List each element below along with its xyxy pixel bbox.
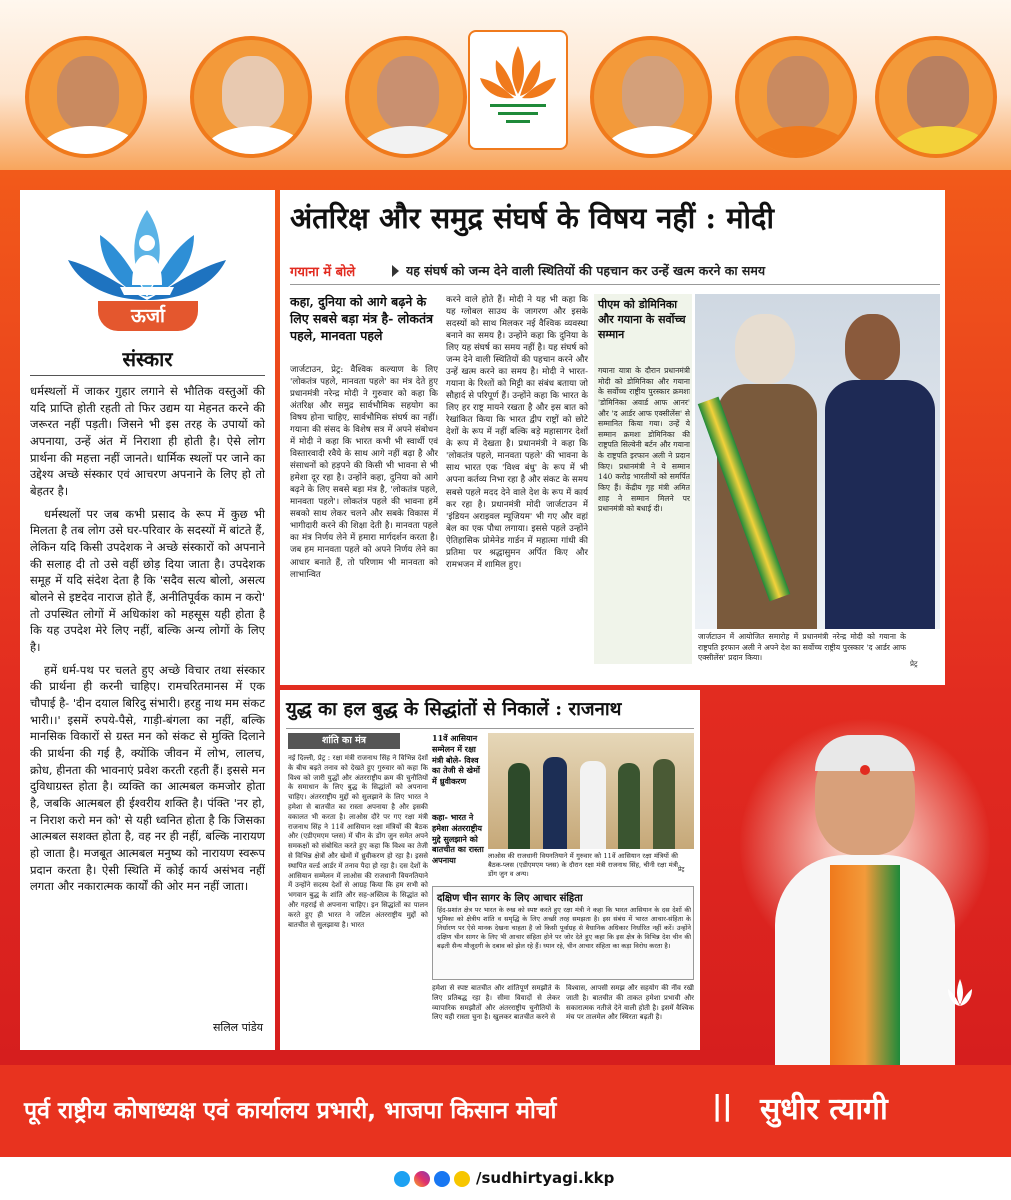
main-column: नई दिल्ली, प्रेट्र : रक्षा मंत्री राजनाथ सिंह ने विभिन्न देशों के बीच बढ़ते तनाव को देखते हुए गुरुवार को कहा कि विश्व को जारी युद्धों और अंतरराष्ट्रीय क्रम की चुनौतियों के समाधान के लिए बुद्ध के सिद्धांतों को अपनाना चाहिए। अंतरराष्ट्रीय मुद्दों को सुलझाने के लिए भारत ने हमेशा से बातचीत का रास्ता अपनाया है और इसकी वकालत भी करता है। लाओस दौरे पर गए रक्षा मंत्री राजनाथ सिंह ने 11वें आसियान रक्षा मंत्रियों की बैठक और (एडीएमएम प्लस) में चीन के डोंग जुन समेत अपने समकक्षों को संबोधित करते हुए कहा कि विश्व का तेजी से विभिन्न क्षेत्रों और खेमों में ध्रुवीकरण हो रहा है। इससे स्थापित वर्ल्ड आर्डर में तनाव पैदा हो रहा है। दस देशों के आसियान सम्मेलन में लाओस की राजधानी वियनतियाने में उन्होंने सदस्य देशों से आग्रह किया कि हम सभी को भगवान बुद्ध के शांति और सह-अस्तित्व के सिद्धांत को और गहराई से अपनाना चाहिए। इन सिद्धांतों का पालन करते हुए ही भारत ने जटिल अंतरराष्ट्रीय मुद्दों को बातचीत से सुलझाया है। भारत <box>288 754 428 929</box>
social-bar <box>0 1157 1011 1200</box>
headline: अंतरिक्ष और समुद्र संघर्ष के विषय नहीं : मोदी <box>290 201 774 235</box>
title-rule <box>30 375 265 376</box>
delegate <box>543 757 567 849</box>
footer-banner <box>0 1065 1011 1157</box>
author-name: सलिल पांडेय <box>212 1021 263 1034</box>
highlight-2: कहा- भारत ने हमेशा अंतरराष्ट्रीय मुद्दे सुलझाने को बातचीत का रास्ता अपनाया <box>432 812 484 866</box>
bottom-col-2: विश्वास, आपसी समझ और सहयोग की नींव रखी जाती है। बातचीत की ताकत हमेशा प्रभावी और सकारात्मक नतीजे देने वाली होती है। इसमें वैश्विक मंच पर तालमेल और स्थिरता बढ़ती है। <box>566 984 694 1022</box>
leader-portrait-2 <box>190 36 312 158</box>
modi-figure <box>735 314 795 384</box>
deck-rule <box>290 284 940 285</box>
sanskar-column <box>20 190 275 1050</box>
deck: यह संघर्ष को जन्म देने वाली स्थितियों की पहचान कर उन्हें खत्म करने का समय <box>406 263 766 278</box>
subhead: कहा, दुनिया को आगे बढ़ने के लिए सबसे बड़ा मंत्र है- लोकतंत्र पहले, मानवता पहले <box>290 294 434 343</box>
name: सुधीर त्यागी <box>760 1092 888 1127</box>
headline: युद्ध का हल बुद्ध के सिद्धांतों से निकालें : राजनाथ <box>286 699 622 720</box>
column-1: जार्जटाउन, प्रेट्र: वैश्विक कल्याण के लिए 'लोकतंत्र पहले, मानवता पहले' का मंत्र देते हुए प्रधानमंत्री नरेन्द्र मोदी ने गुरुवार को कहा कि अंतरिक्ष और समुद्र सार्वभौमिक सहयोग का विषय होना चाहिए, सार्वभौमिक संघर्ष का नहीं। गयाना की संसद के विशेष सत्र में अपने संबोधन में मोदी ने कहा कि भारत कभी भी स्वार्थी एवं विस्तारवादी रवैये के साथ आगे नहीं बढ़ा है और संसाधनों को हड़पने की किसी भी भावना से भी हमेशा दूर रहा है। उन्होंने कहा, दुनिया को आगे बढ़ने के लिए सबसे बड़ा मंत्र है, 'लोकतंत्र पहले, मानवता पहले'। लोकतंत्र पहले की भावना हमें सबको साथ लेकर चलने और सबके विकास में भागीदारी करने की शिक्षा देती है। मानवता पहले का मंत्र निर्णय लेने में हमारा मार्गदर्शन करता है। जब हम मानवता पहले को अपने निर्णय लेने का आधार बनाते हैं, तो परिणाम भी मानवता को लाभान्वित <box>290 365 438 580</box>
instagram-icon[interactable] <box>414 1171 430 1187</box>
leader-portrait-1 <box>25 36 147 158</box>
box-title: दक्षिण चीन सागर के लिए आचार संहिता <box>437 893 583 904</box>
bjp-logo <box>468 30 568 150</box>
top-banner <box>0 0 1011 170</box>
photo-credit: प्रेट्र <box>678 866 685 873</box>
separator: || <box>712 1089 733 1122</box>
leader-portrait-6 <box>875 36 997 158</box>
summit-photo <box>488 733 694 849</box>
column-2: करने वाले होते हैं। मोदी ने यह भी कहा कि यह ग्लोबल साउथ के जागरण और इसके सदस्यों को साथ मिलकर नई वैश्विक व्यवस्था बनाने का समय है। उन्होंने कहा कि दुनिया के लिए यह संघर्ष का समय नहीं है। यह संघर्ष को जन्म देने वाली स्थितियों की पहचान करने और उन्हें खत्म करने का समय है। मोदी ने भारत-गयाना के रिश्तों को मिट्टी का संबंध बताया जो सौहार्द से परिपूर्ण हैं। उन्होंने कहा कि भारत के लिए हर राष्ट्र मायने रखता है और इस बात को रेखांकित किया कि भारत द्वीप राष्ट्रों को छोटे देशों के रूप में नहीं बल्कि बड़े महासागर देशों के रूप में देखता है। प्रधानमंत्री ने कहा कि 'लोकतंत्र पहले, मानवता पहले' की भावना के साथ भारत एक 'विश्व बंधु' के रूप में भी अपना कर्तव्य निभा रहा है और संकट के समय सबसे पहले मदद देने वाले देश के रूप में कार्य कर रहा है। प्रधानमंत्री मोदी जार्जटाउन में 'इंडियन अराइवल म्यूजियम' भी गए और वहां बेल का एक पौधा लगाया। इससे पहले उन्होंने ऐतिहासिक प्रोमेनेड गार्डन में महात्मा गांधी की प्रतिमा पर श्रद्धासुमन अर्पित किए और रामभजन में शामिल हुए। <box>446 295 588 570</box>
rajnath-article <box>280 690 700 1050</box>
delegate <box>618 763 640 849</box>
twitter-icon[interactable] <box>394 1171 410 1187</box>
modi-article <box>280 190 945 685</box>
sudhir-tyagi-portrait <box>720 715 1005 1065</box>
leader-portrait-4 <box>590 36 712 158</box>
urja-label: ऊर्जा <box>98 301 198 331</box>
sanskar-body <box>30 383 265 895</box>
urja-emblem <box>60 205 235 335</box>
photo-credit: प्रेट्र <box>910 660 918 668</box>
award-photo <box>695 294 940 629</box>
sanskar-paragraph: धर्मस्थलों पर जब कभी प्रसाद के रूप में कुछ भी मिलता है तब लोग उसे घर-परिवार के सदस्यों में बांटते हैं, लेकिन यदि किसी उपदेशक ने अच्छे संस्कारों को अपनाने की सलाह दी तो उसे वहीं छोड़ दिया जाता है। उपदेशक समूह में यदि संदेश देता है कि 'सदैव सत्य बोलो, असत्य बोलने से इष्टदेव नाराज होते हैं, अनीतिपूर्वक काम न करो' तो उपस्थित लोगों में अधिकांश को महसूस यही होता है कि यह उपदेश मेरे लिए नहीं, बल्कि अन्य लोगों के लिए है। <box>30 506 265 655</box>
facebook-icon[interactable] <box>434 1171 450 1187</box>
delegate <box>508 763 530 849</box>
designation: पूर्व राष्ट्रीय कोषाध्यक्ष एवं कार्यालय प्रभारी, भाजपा किसान मोर्चा <box>24 1098 557 1124</box>
leader-portrait-3 <box>345 36 467 158</box>
section-label: शांति का मंत्र <box>288 733 400 749</box>
sea-box <box>432 886 694 980</box>
headline-rule <box>286 728 694 729</box>
box-body: हिंद-प्रशांत क्षेत्र पर भारत के रुख को स्पष्ट करते हुए रक्षा मंत्री ने कहा कि भारत आसियान के दस देशों की भूमिका को क्षेत्रीय शांति व समृद्धि के लिए अच्छी तरह समझता है। इस संबंध में भारत आचार-संहिता के निर्धारण पर ऐसे मानक देखना चाहता है जो किसी पूर्वाग्रह से वैधानिक अधिकार निर्धारित नहीं करें। उन्होंने दक्षिण चीन सागर के लिए भी आचार संहिता होने पर जोर देते हुए कहा कि इस क्षेत्र के विभिन्न देश चीन की बढ़ती सैन्य मौजूदगी के दबाव को झेल रहे हैं। ध्यान रहे, चीन आचार संहिता का कड़ा विरोध करता है। <box>437 906 691 951</box>
delegate <box>653 759 675 849</box>
ali-suit <box>825 380 935 629</box>
photo-caption: लाओस की राजधानी वियनतियाने में गुरुवार को 11वें आसियान रक्षा मंत्रियों की बैठक-प्लस (एडीएमएम प्लस) के दौरान रक्षा मंत्री राजनाथ सिंह, चीनी रक्षा मंत्री डोंग जुन व अन्य। <box>488 852 678 879</box>
sidebar-body: गयाना यात्रा के दौरान प्रधानमंत्री मोदी को डोमिनिका और गयाना के सर्वोच्च राष्ट्रीय पुरस्कार क्रमशः 'डोमिनिका अवार्ड आफ आनर' और 'द आर्डर आफ एक्सीलेंस' से सम्मानित किया गया। उन्हें ये सम्मान क्रमशः डोमिनिका की राष्ट्रपति सिल्वेनी बर्टन और गयाना के राष्ट्रपति इरफान अली ने प्रदान किए। प्रधानमंत्री ने ये सम्मान 140 करोड़ भारतीयों को समर्पित किए हैं। केंद्रीय गृह मंत्री अमित शाह ने सम्मान मिलने पर प्रधानमंत्री को बधाई दी। <box>598 366 690 514</box>
highlight-1: 11वें आसियान सम्मेलन में रक्षा मंत्री बोले- विश्व का तेजी से खेमों में ध्रुवीकरण <box>432 733 480 787</box>
koo-icon[interactable] <box>454 1171 470 1187</box>
delegate <box>580 761 606 849</box>
kicker: गयाना में बोले <box>290 265 356 280</box>
sidebar-title: पीएम को डोमिनिका और गयाना के सर्वोच्च सम्मान <box>598 298 686 341</box>
ali-figure <box>845 314 900 382</box>
leader-portrait-5 <box>735 36 857 158</box>
arrow-icon <box>392 265 399 277</box>
sanskar-title: संस्कार <box>122 347 173 371</box>
lotus-icon <box>940 975 980 1015</box>
photo-caption: जार्जटाउन में आयोजित समारोह में प्रधानमंत्री नरेन्द्र मोदी को गयाना के राष्ट्रपति इरफान अली ने अपने देश का सर्वोच्च राष्ट्रीय पुरस्कार 'द आर्डर आफ एक्सीलेंस' प्रदान किया। <box>698 632 906 663</box>
social-handle[interactable]: /sudhirtyagi.kkp <box>476 1169 615 1187</box>
tilak <box>860 765 870 775</box>
saffron-scarf <box>830 865 900 1065</box>
award-sidebar <box>594 294 692 664</box>
bottom-col-1: हमेशा से स्पष्ट बातचीत और शांतिपूर्ण समझौते के लिए प्रतिबद्ध रहा है। सीमा विवादों से लेकर व्यापारिक समझौतों और अंतरराष्ट्रीय चुनौतियों के लिए यही रास्ता चुना है। खुलकर बातचीत करने से <box>432 984 560 1022</box>
sanskar-paragraph: धर्मस्थलों में जाकर गुहार लगाने से भौतिक वस्तुओं की यदि प्राप्ति होती रहती तो फिर उद्यम या मेहनत करने की जरूरत नहीं पड़ती। जिसने भी इस तरह के उपायों को अपनाया, उन्हें अंत में निराशा ही होती है। ऐसे लोग प्रार्थना की महत्ता नहीं जानते। धार्मिक स्थलों पर जाने का उद्देश्य अच्छे संस्कार एवं आचरण अपनाने के लिए हो तो बेहतर है। <box>30 384 265 499</box>
sanskar-paragraph: हमें धर्म-पथ पर चलते हुए अच्छे विचार तथा संस्कार की प्रार्थना ही करनी चाहिए। रामचरितमानस में एक चौपाई है- 'दीन दयाल बिरिदु संभारी। हरहु नाथ मम संकट भारी।।' इसमें रुपये-पैसे, गाड़ी-बंगला का नहीं, बल्कि मानसिक विकारों से ग्रस्त मन को संकट से मुक्ति दिलाने की प्रार्थना की गई है, क्योंकि जीवन में लोभ, लालच, क्रोध, हीनता की भावनाएं प्रवेश करती रहती हैं। इससे मन दुविधाग्रस्त होता है। व्यक्ति का आत्मबल कमजोर होता है, जबकि आत्मबल ही ईश्वरीय शक्ति है। पंक्ति 'नर हो, न निराश करो मन को' से यही ध्वनित होता है कि जिसका आत्मबल सशक्त होता है, वह नर ही नहीं, बल्कि नारायण हो जाता है। मजबूत आत्मबल मनुष्य को नारायण स्वरूप प्रदान करता है। ऐसी स्थिति में कोई कार्य असंभव नहीं लगता और नकारात्मक कार्यों की ओर मन नहीं जाता। <box>30 662 265 894</box>
